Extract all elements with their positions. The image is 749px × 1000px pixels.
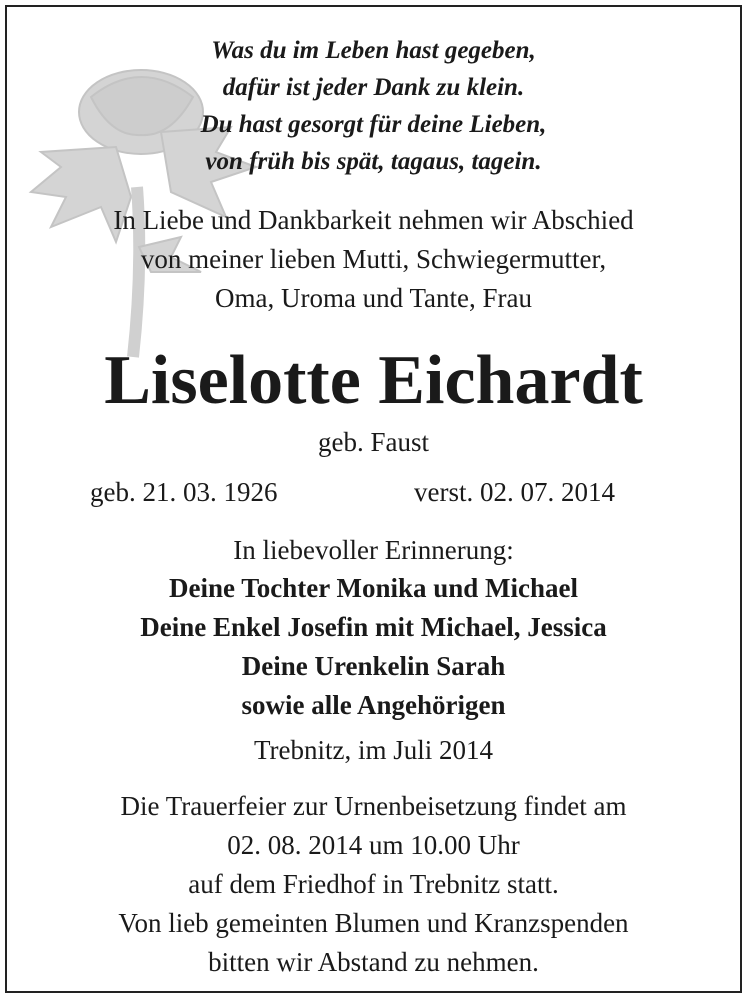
intro-line: Oma, Uroma und Tante, Frau — [214, 283, 533, 313]
poem-line: Du hast gesorgt für deine Lieben, — [200, 111, 547, 138]
poem-line: von früh bis spät, tagaus, tagein. — [205, 148, 542, 175]
death-date: verst. 02. 07. 2014 — [414, 477, 615, 507]
place-date: Trebnitz, im Juli 2014 — [253, 735, 494, 765]
maiden-name: geb. Faust — [318, 427, 429, 457]
ceremony-line: 02. 08. 2014 um 10.00 Uhr — [227, 830, 520, 860]
ceremony-line: Von lieb gemeinten Blumen und Kranzspenden — [118, 908, 629, 938]
obituary-notice — [5, 5, 742, 993]
family-line: Deine Tochter Monika und Michael — [168, 573, 579, 603]
poem-line: Was du im Leben hast gegeben, — [211, 37, 536, 64]
ceremony-line: bitten wir Abstand zu nehmen. — [208, 947, 539, 977]
ceremony-line: Die Trauerfeier zur Urnenbeisetzung findet am — [120, 791, 627, 821]
family-line: Deine Enkel Josefin mit Michael, Jessica — [140, 612, 607, 642]
remembrance-heading: In liebevoller Erinnerung: — [233, 535, 514, 565]
ceremony-line: auf dem Friedhof in Trebnitz statt. — [188, 869, 559, 899]
intro-line: von meiner lieben Mutti, Schwiegermutter, — [140, 244, 607, 274]
poem-line: dafür ist jeder Dank zu klein. — [222, 74, 525, 101]
family-line: sowie alle Angehörigen — [241, 690, 506, 720]
intro-line: In Liebe und Dankbarkeit nehmen wir Abschied — [113, 205, 634, 235]
birth-date: geb. 21. 03. 1926 — [90, 477, 278, 507]
deceased-name: Liselotte Eichardt — [104, 342, 643, 419]
family-line: Deine Urenkelin Sarah — [241, 651, 506, 681]
